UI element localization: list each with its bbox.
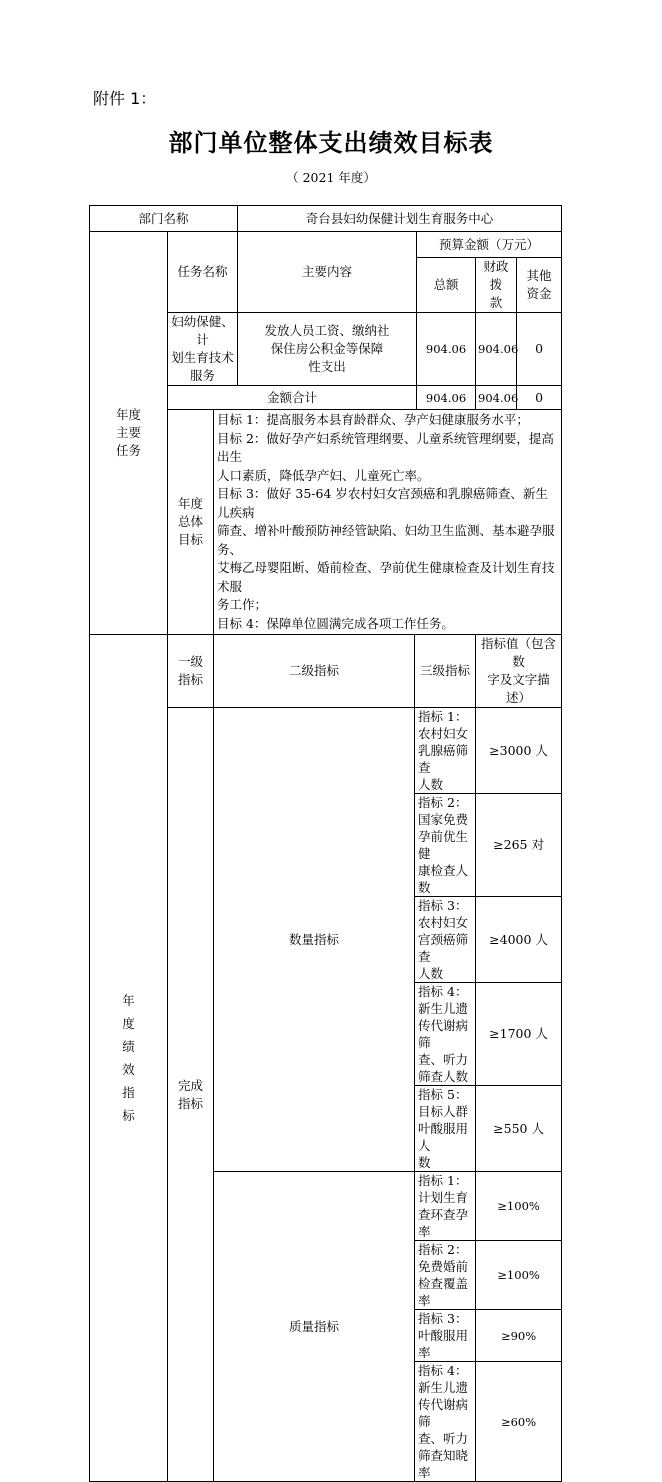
sum-total: 904.06 [417,386,476,410]
year-open-paren: （ [286,170,299,185]
task-name-header: 任务名称 [168,232,238,313]
goal-line: 目标 1：提高服务本县育龄群众、孕产妇健康服务水平； [217,412,529,427]
goal-line: 艾梅乙母婴阻断、婚前检查、孕前优生健康检查及计划生育技术服 [217,560,555,594]
sum-fiscal: 904.06 [476,386,517,410]
level3-indicator: 指标 3：农村妇女宫颈癌筛查 人数 [415,897,476,983]
goal-line: 目标 2：做好孕产妇系统管理纲要、儿童系统管理纲要，提高出生 [217,430,554,464]
level3-indicator: 指标 4：新生儿遗传代谢病筛 查、听力筛查人数 [415,983,476,1086]
level3-indicator: 指标 1：计划生育查环查孕率 [415,1172,476,1241]
goal-line: 目标 4：保障单位圆满完成各项工作任务。 [217,615,454,631]
task-other: 0 [517,313,562,386]
page-title: 部门单位整体支出绩效目标表 [168,128,494,157]
task-total: 904.06 [417,313,476,386]
level1-header: 一级 指标 [168,635,214,708]
indicator-value: ≥265 对 [476,794,562,897]
level2-header: 二级指标 [214,635,415,708]
level3-indicator: 指标 3： 叶酸服用率 [415,1310,476,1362]
goal-line: 筛查、增补叶酸预防神经管缺陷、妇幼卫生监测、基本避孕服务、 [217,523,555,557]
level2-quality: 质量指标 [214,1172,415,1482]
level3-indicator: 指标 2：国家免费孕前优生健 康检查人数 [415,794,476,897]
dept-value: 奇台县妇幼保健计划生育服务中心 [238,206,562,232]
goal-line: 人口素质，降低孕产妇、儿童死亡率。 [217,467,430,483]
level3-indicator: 指标 4：新生儿遗传代谢病筛 查、听力筛查知晓率 [415,1362,476,1482]
level3-indicator: 指标 1：农村妇女乳腺癌筛查 人数 [415,708,476,794]
fiscal-header: 财政拨 款 [476,258,517,313]
indicator-value: ≥3000 人 [476,708,562,794]
annual-goal-label: 年度 总体 目标 [168,410,214,635]
level3-indicator: 指标 2：免费婚前检查覆盖率 [415,1241,476,1310]
indicator-value: ≥100% [476,1172,562,1241]
sum-other: 0 [517,386,562,410]
annual-task-label: 年度 主要 任务 [90,232,168,635]
task-fiscal: 904.06 [476,313,517,386]
task-name: 妇幼保健、计 划生育技术 服务 [168,313,238,386]
indicator-value: ≥90% [476,1310,562,1362]
level3-header: 三级指标 [415,635,476,708]
dept-row [90,206,562,232]
task-content: 发放人员工资、缴纳社 保住房公积金等保障 性支出 [238,313,417,386]
goal-line: 务工作； [217,597,268,612]
indicator-value: ≥1700 人 [476,983,562,1086]
level1-name: 完成 指标 [168,708,214,1482]
indicator-value: ≥4000 人 [476,897,562,983]
indicator-value: ≥60% [476,1362,562,1482]
total-header: 总额 [417,258,476,313]
budget-header: 预算金额（万元） [417,232,562,258]
indicator-value: ≥550 人 [476,1086,562,1172]
performance-target-table [89,205,562,1482]
task-header-row-1 [90,232,562,258]
sum-label: 金额合计 [168,386,417,410]
annual-goal-text [214,410,562,635]
goal-line: 目标 3：做好 35-64 岁农村妇女宫颈癌和乳腺癌筛查、新生儿疾病 [217,486,548,520]
value-header: 指标值（包含数 字及文字描述） [476,635,562,708]
year-text: 2021 年度） [302,170,376,185]
year-line [0,168,662,186]
level2-quantity: 数量指标 [214,708,415,1172]
level3-indicator: 指标 5：目标人群叶酸服用人 数 [415,1086,476,1172]
indicator-header-row [90,635,562,708]
other-header: 其他 资金 [517,258,562,313]
attachment-label: 附件 1： [93,89,157,108]
dept-label: 部门名称 [90,206,238,232]
main-content-header: 主要内容 [238,232,417,313]
indicator-value: ≥100% [476,1241,562,1310]
indicator-section-label: 年 度 绩 效 指 标 [90,635,168,1482]
